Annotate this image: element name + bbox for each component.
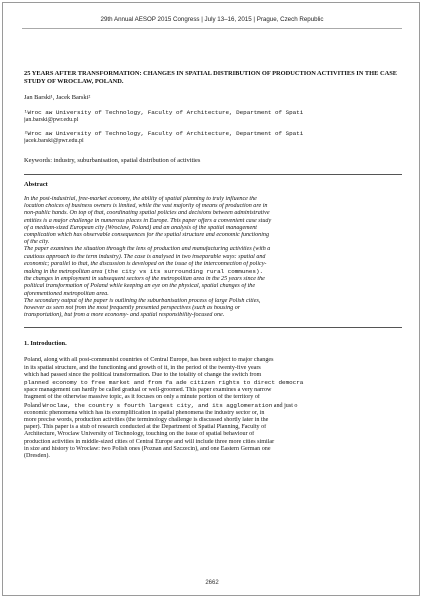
abstract-paragraph — [24, 196, 402, 319]
introduction-line: more precise words, production activities (the terminology challenge is discussed shortly later in the — [24, 417, 269, 424]
abstract-line: of a medium-sized European city (Wroclaw, Poland) and an analysis of the spatial management — [24, 224, 257, 231]
abstract-top-rule — [24, 174, 402, 175]
header-rule — [22, 28, 402, 29]
running-header: 29th Annual AESOP 2015 Congress | July 13–16, 2015 | Prague, Czech Republic — [100, 16, 324, 23]
abstract-line: non-public hands. On top of that, coordinating spatial policies and decisions between administrative — [24, 210, 270, 217]
introduction-line: planned economy to free market and from fa ade citizen rights to direct democra — [24, 379, 304, 387]
paper-title: 25 YEARS AFTER TRANSFORMATION: CHANGES IN SPATIAL DISTRIBUTION OF PRODUCTION ACTIVITIES IN THE CASE STUDY OF WROCLAW, POLAND. — [24, 70, 398, 85]
introduction-line: fragment of the otherwise massive topic, as it focuses on only a minute portion of the territory of — [24, 394, 260, 401]
abstract-line: political transformation of Poland while keeping an eye on the physical, spatial changes of the — [24, 283, 256, 290]
abstract-line: In the post-industrial, free-market economy, the ability of spatial planning to truly influence the — [24, 196, 257, 202]
affiliation-1 — [24, 109, 402, 124]
introduction-line: paper). This paper is a stub of research conducted at the Department of Spatial Planning, Faculty of — [24, 424, 267, 431]
abstract-line: economic; parallel to that, the discussion is developed on the issue of the interconnection of policy- — [24, 260, 267, 267]
introduction-line: space management can hardly be called gradual or well-groomed. This paper examines a very narrow — [24, 387, 272, 394]
abstract-line: of the city. — [24, 239, 50, 246]
introduction-line: in size and history to Wroclaw: two Polish ones (Poznan and Szczecin), and one Eastern German one — [24, 445, 271, 452]
abstract-line: transportation), but from a more economy- and spatial responsibility-focused one. — [24, 312, 225, 319]
paper-content — [24, 70, 402, 460]
introduction-line: Poland, along with all post-communist countries of Central Europe, has been subject to major changes — [24, 357, 274, 364]
introduction-line: Poland Wroclaw, the country s fourth largest city, and its agglomeration and just o — [24, 401, 298, 409]
affiliation-2-text: ²Wroc aw University of Technology, Faculty of Architecture, Department of Spati — [24, 130, 304, 137]
abstract-heading: Abstract — [24, 181, 48, 188]
page-number: 2662 — [205, 580, 219, 586]
introduction-line: which had passed since the political transformation. Due to the totality of change the switch from — [24, 371, 262, 378]
introduction-body — [24, 357, 402, 460]
abstract-bottom-rule — [24, 327, 402, 328]
keywords: Keywords: industry, suburbanisation, spatial distribution of activities — [24, 157, 201, 164]
introduction-line: in its spatial structure, and the functioning and growth of it, in the period of the twenty-five years — [24, 364, 261, 371]
abstract-line: The paper examines the situation through the lens of production and manufacturing activities (with a — [24, 246, 271, 253]
authors: Jan Barski¹, Jacek Barski² — [24, 94, 91, 101]
section-heading-introduction: 1. Introduction. — [24, 340, 67, 348]
introduction-line: economic phenomena which has its exemplification in spatial phenomena the industry sector or, in — [24, 409, 265, 416]
affiliation-2 — [24, 130, 402, 145]
abstract-line: cautious approach to the term industry). The case is analysed in two inseparable ways: spatial and — [24, 253, 266, 260]
affiliation-1-email: jan.barski@pwr.edu.pl — [24, 116, 79, 123]
affiliation-1-text: ¹Wroc aw University of Technology, Faculty of Architecture, Department of Spati — [24, 109, 304, 116]
abstract-line: aforementioned metropolitan area. — [24, 290, 109, 297]
abstract-line: The secondary output of the paper is outlining the suburbanisation process of large Polish cities, — [24, 297, 261, 304]
abstract-line: location choices of business owners is limited, while the vast majority of means of production are in — [24, 203, 268, 210]
abstract-line: entities is a major challenge in numerous places in Europe. This paper offers a convenient case study — [24, 217, 272, 224]
introduction-line: production activities in middle-sized cities of Central Europe and will include three more cities similar — [24, 438, 275, 445]
abstract-body — [24, 196, 402, 319]
introduction-paragraph — [24, 357, 402, 460]
abstract-line: however as seen not from the most frequently presented perspectives (such as housing or — [24, 305, 241, 312]
abstract-line: making in the metropolitan area (the city vs its surrounding rural communes). — [24, 268, 264, 276]
affiliation-2-email: jacek.barski@pwr.edu.pl — [24, 137, 84, 144]
abstract-line: complication which has observable consequences for the spatial structure and economic functioning — [24, 232, 270, 239]
abstract-line: the changes in employment in subsequent sectors of the metropolitan area in the 25 years since the — [24, 276, 265, 283]
introduction-line: (Dresden). — [24, 453, 50, 460]
introduction-line: Architecture, Wroclaw University of Technology, touching on the issue of spatial behaviour of — [24, 431, 255, 438]
